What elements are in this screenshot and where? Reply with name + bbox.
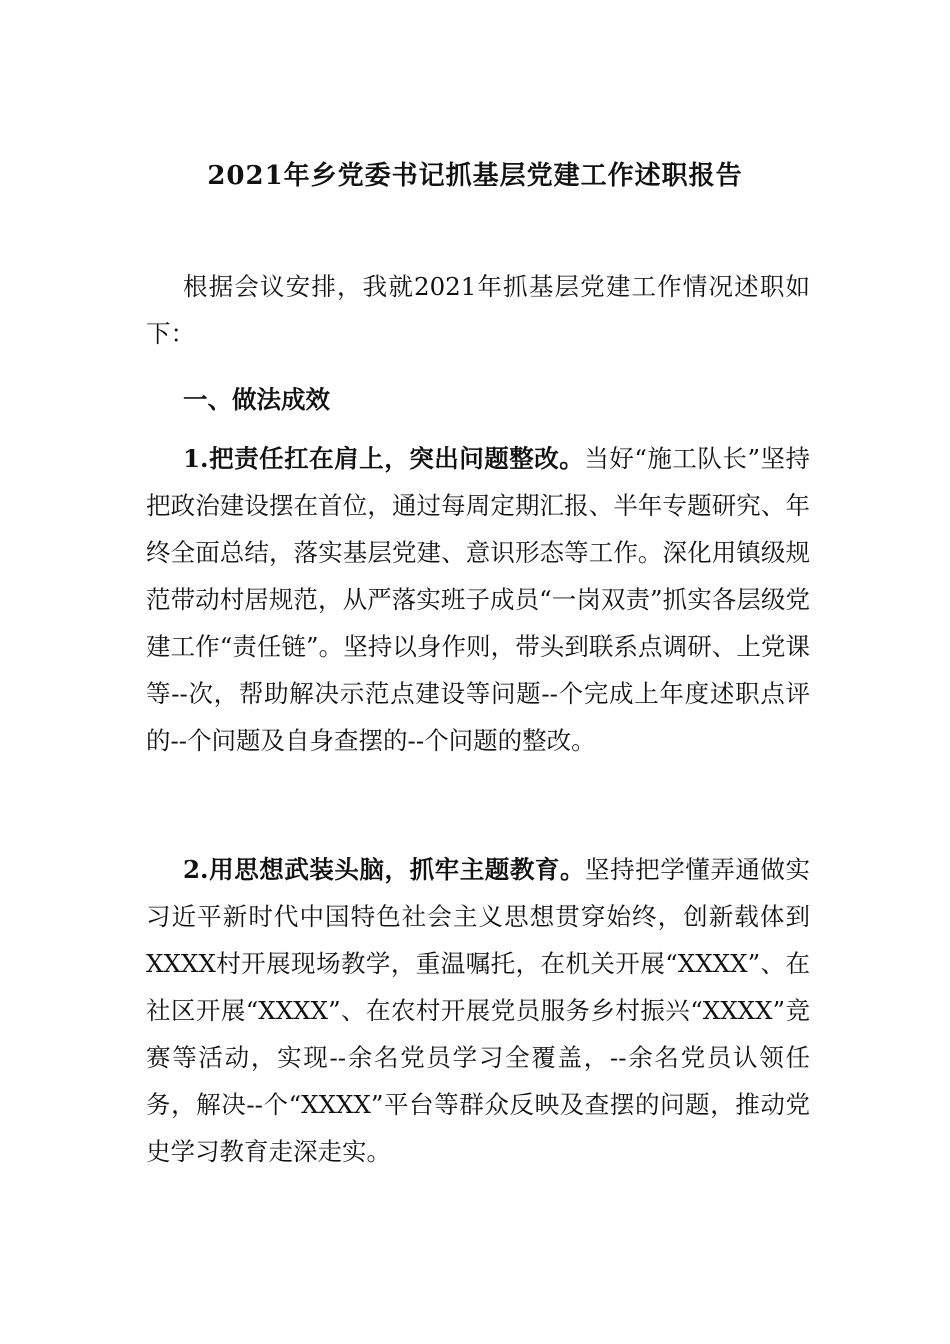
item-lead-1: 1.把责任扛在肩上，突出问题整改。 [183, 444, 585, 473]
item-lead-2: 2.用思想武装头脑，抓牢主题教育。 [183, 855, 586, 884]
document-title: 2021年乡党委书记抓基层党建工作述职报告 [207, 161, 743, 191]
item-text-1: 当好“施工队长”坚持把政治建设摆在首位，通过每周定期汇报、半年专题研究、年终全面总结，落实基层党建、意识形态等工作。深化用镇级规范带动村居规范，从严落实班子成员“一岗双责”抓实各层级党建工作“责任链”。坚持以身作则，带头到联系点调研、上党课等--次，帮助解决示范点建设等问题--个完成上年度述职点评的--个问题及自身查摆的--个问题的整改。 [146, 444, 810, 755]
section-heading: 一、做法成效 [183, 385, 330, 414]
intro-paragraph: 根据会议安排，我就2021年抓基层党建工作情况述职如下： [146, 272, 810, 348]
item-text-2: 坚持把学懂弄通做实习近平新时代中国特色社会主义思想贯穿始终，创新载体到XXXX村开展现场教学，重温嘱托，在机关开展“XXXX”、在社区开展“XXXX”、在农村开展党员服务乡村振兴“XXXX”竞赛等活动，实现--余名党员学习全覆盖，--余名党员认领任务，解决--个“XXXX”平台等群众反映及查摆的问题，推动党史学习教育走深走实。 [146, 855, 811, 1166]
item-paragraph-1 [146, 435, 810, 764]
item-paragraph-2 [146, 846, 810, 1175]
